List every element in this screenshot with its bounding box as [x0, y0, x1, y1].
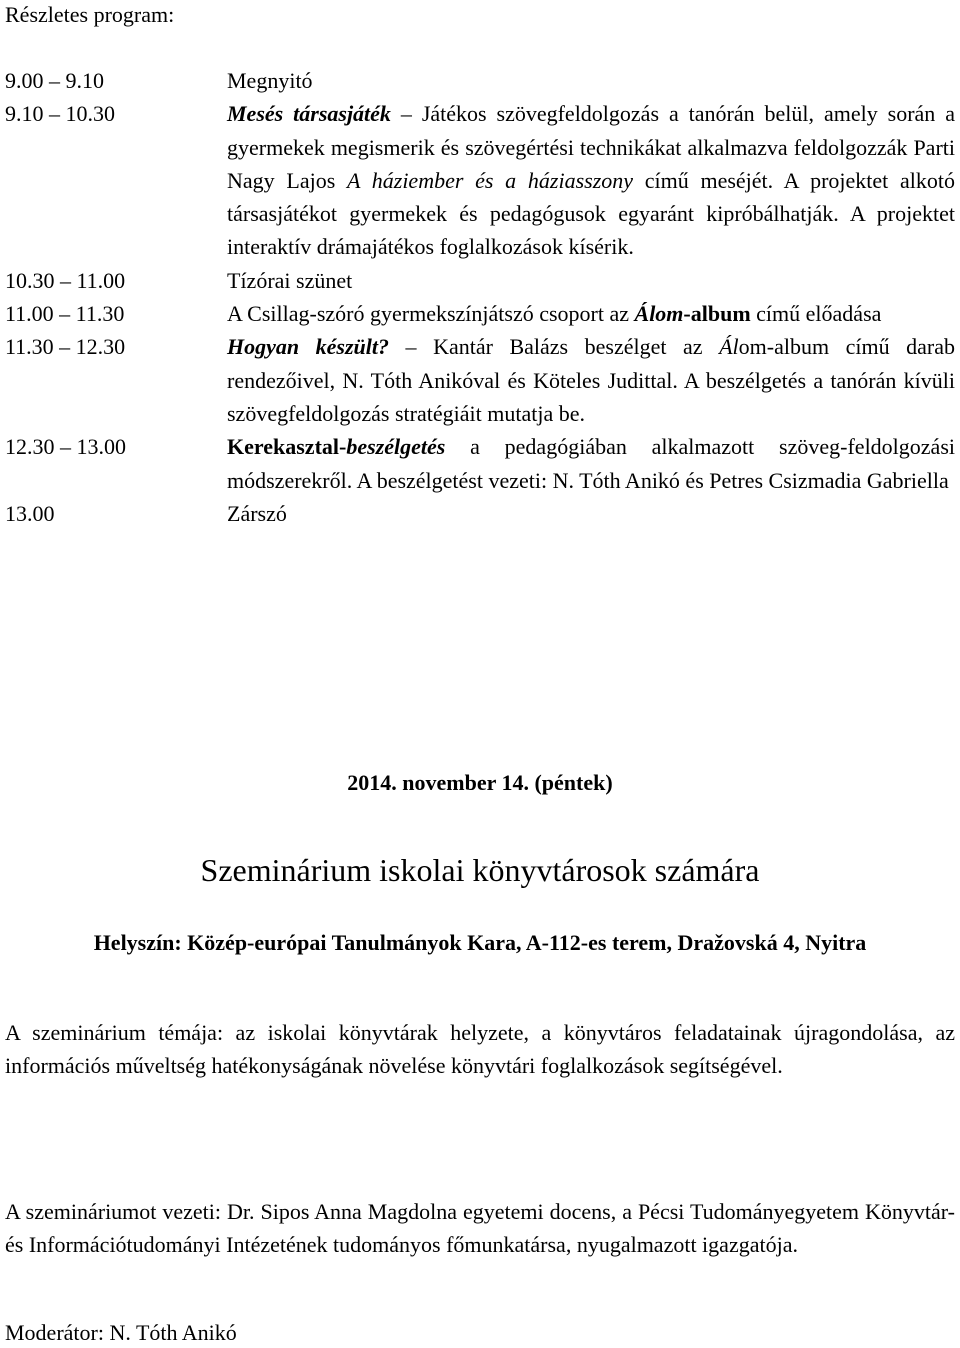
schedule-time: 11.00 – 11.30 [5, 301, 125, 327]
schedule-time: 11.30 – 12.30 [5, 334, 126, 360]
schedule-time: 9.10 – 10.30 [5, 101, 115, 127]
seminar-topic: A szeminárium témája: az iskolai könyvtárak helyzete, a könyvtáros feladatainak újragondolása, az információs műveltség hatékonyságának növelése könyvtári foglalkozások segítségével. [5, 1020, 955, 1079]
schedule-row [5, 64, 955, 97]
session-text: -album című darab rendezőivel, N. Tóth Anikóval és Köteles Judittal. A beszélgetés a tanórán kívüli szövegfeldolgozás stratégiáit mutatja be. [227, 334, 955, 426]
seminar-leader: A szemináriumot vezeti: Dr. Sipos Anna Magdolna egyetemi docens, a Pécsi Tudományegyetem Könyvtár- és Információtudományi Intézetének tudományos főmunkatársa, nyugalmazott igazgatója. [5, 1199, 955, 1258]
schedule-row [5, 430, 955, 497]
schedule-time: 13.00 [5, 500, 55, 526]
work-suffix: -album [683, 301, 751, 327]
work-title: A háziember és a háziasszony [346, 167, 634, 193]
schedule-desc: Megnyitó [227, 68, 313, 93]
schedule-desc: Tízórai szünet [227, 267, 353, 293]
schedule-time: 10.30 – 11.00 [5, 267, 126, 293]
schedule-desc: Zárszó [227, 500, 287, 526]
schedule-row [5, 264, 955, 297]
session-title: Hogyan készült? [227, 334, 389, 360]
work-rest: om [738, 334, 767, 360]
seminar-moderator: Moderátor: N. Tóth Anikó [5, 1320, 237, 1345]
schedule-row [5, 330, 955, 430]
schedule-desc [227, 330, 955, 430]
event-date: 2014. november 14. (péntek) [347, 770, 613, 795]
session-title: Mesés társasjáték [227, 101, 391, 127]
session-text: A Csillag-szóró gyermekszínjátszó csoport az [227, 301, 635, 327]
work-title: Ál [719, 334, 739, 360]
session-text: – Kantár Balázs beszélget az [389, 334, 720, 360]
work-title: Álom [634, 301, 684, 327]
schedule-desc [227, 297, 955, 330]
session-text: Játékos szövegfeldolgozás a tanórán belül, amely során a gyermekek megismerik és szövegértési technikákat alkalmazva feldolgozzák Parti Nagy Lajos [227, 101, 956, 193]
schedule-row [5, 97, 955, 263]
schedule-time: 9.00 – 9.10 [5, 68, 104, 93]
schedule-row [5, 497, 955, 530]
session-text: című meséjét. A projektet alkotó társasjátékot gyermekek és pedagógusok egyaránt kipróbálhatják. A projektet interaktív drámajátékos foglalkozások kísérik. [227, 167, 955, 260]
schedule-time: 12.30 – 13.00 [5, 434, 126, 460]
dash-separator: – [390, 101, 422, 127]
schedule-row [5, 297, 955, 330]
session-title: beszélgetés [346, 434, 446, 460]
program-heading: Részletes program: [5, 2, 175, 27]
schedule-desc [227, 430, 955, 497]
seminar-title: Szeminárium iskolai könyvtárosok számára [200, 852, 760, 888]
seminar-location: Helyszín: Közép-európai Tanulmányok Kara, A-112-es terem, Dražovská 4, Nyitra [93, 930, 867, 955]
schedule-list [5, 64, 955, 530]
session-text: a pedagógiában alkalmazott szöveg-feldolgozási módszerekről. A beszélgetést vezeti: N. Tóth Anikó és Petres Csizmadia Gabriella [227, 434, 955, 493]
session-bold: Kerekasztal- [227, 434, 347, 460]
session-text: című előadása [750, 301, 882, 327]
schedule-desc [227, 97, 955, 263]
